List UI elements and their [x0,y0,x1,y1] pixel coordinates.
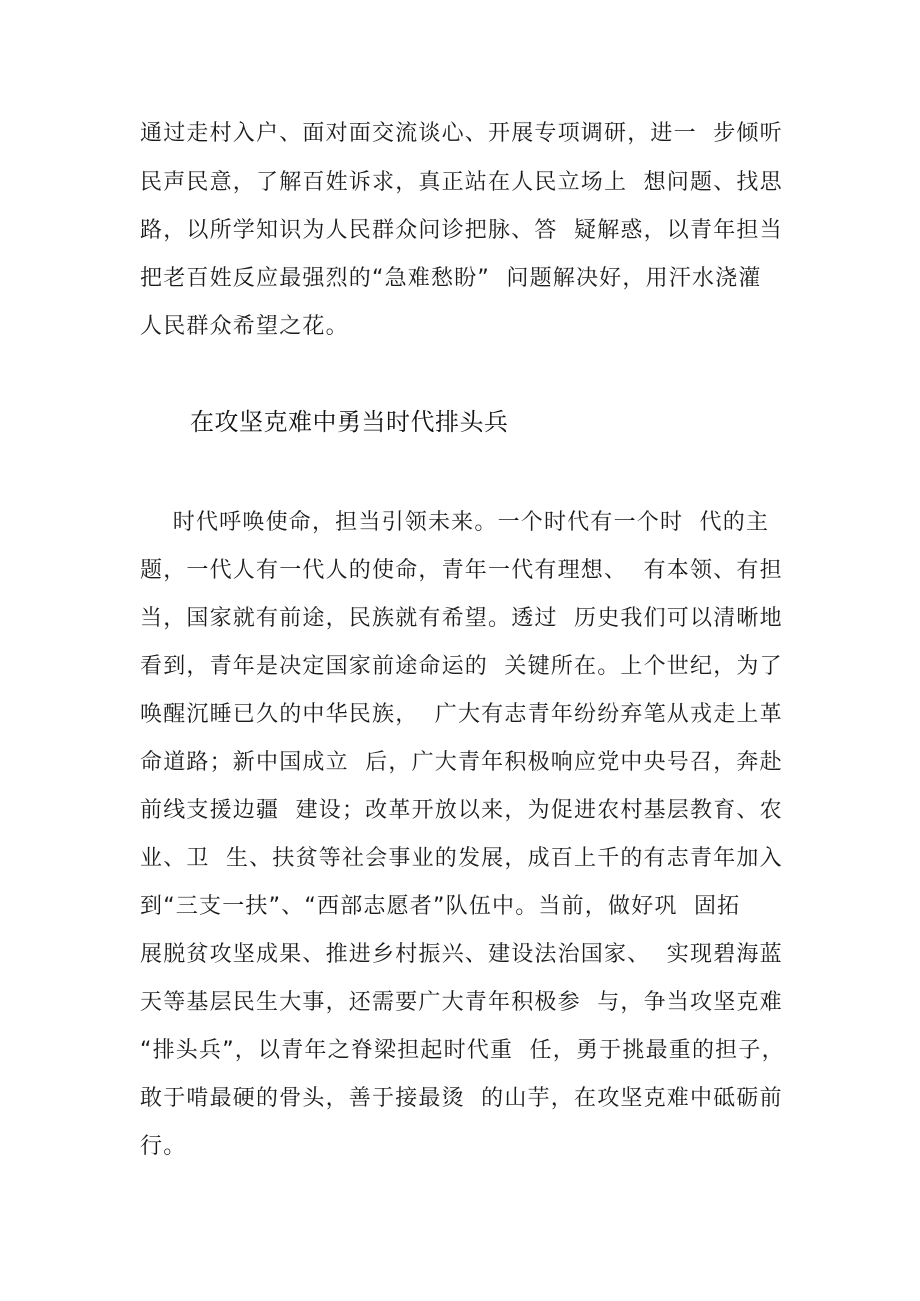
paragraph-1-line-1: 通过走村入户、面对面交流谈心、开展专项调研，进一 步倾听 [140,121,783,146]
paragraph-2-line-10: 展脱贫攻坚成果、推进乡村振兴、建设法治国家、 实现碧海蓝 [140,942,783,967]
paragraph-2-line-1: 时代呼唤使命，担当引领未来。一个时代有一个时 代的主 [140,510,770,535]
paragraph-2-line-8: 业、卫 生、扶贫等社会事业的发展，成百上千的有志青年加入 [140,846,783,871]
paragraph-1-line-4: 把老百姓反应最强烈的“急难愁盼” 问题解决好，用汗水浇灌 [140,266,762,291]
paragraph-2-line-2: 题，一代人有一代人的使命，青年一代有理想、 有本领、有担 [140,558,783,583]
paragraph-2-line-12: “排头兵”，以青年之脊梁担起时代重 任，勇于挑最重的担子， [140,1038,785,1063]
paragraph-1-line-3: 路，以所学知识为人民群众问诊把脉、答 疑解惑，以青年担当 [140,218,783,243]
paragraph-2-line-11: 天等基层民生大事，还需要广大青年积极参 与，争当攻坚克难 [140,990,783,1015]
paragraph-2-line-3: 当，国家就有前途，民族就有希望。透过 历史我们可以清晰地 [140,606,783,631]
paragraph-2-line-5: 唤醒沉睡已久的中华民族， 广大有志青年纷纷弃笔从戎走上革 [140,702,783,727]
paragraph-2-line-7: 前线支援边疆 建设；改革开放以来，为促进农村基层教育、农 [140,798,783,823]
paragraph-2-line-13: 敢于啃最硬的骨头，善于接最烫 的山芋，在攻坚克难中砥砺前 [140,1086,783,1111]
section-heading: 在攻坚克难中勇当时代排头兵 [190,408,509,436]
paragraph-2-line-4: 看到，青年是决定国家前途命运的 关键所在。上个世纪，为了 [140,654,783,679]
paragraph-2-line-6: 命道路；新中国成立 后，广大青年积极响应党中央号召，奔赴 [140,750,783,775]
paragraph-2-line-14: 行。 [140,1134,187,1159]
paragraph-2-line-9: 到“三支一扶”、“西部志愿者”队伍中。当前，做好巩 固拓 [140,894,741,919]
paragraph-1-line-2: 民声民意，了解百姓诉求，真正站在人民立场上 想问题、找思 [140,170,783,195]
paragraph-1-line-5: 人民群众希望之花。 [140,314,349,339]
